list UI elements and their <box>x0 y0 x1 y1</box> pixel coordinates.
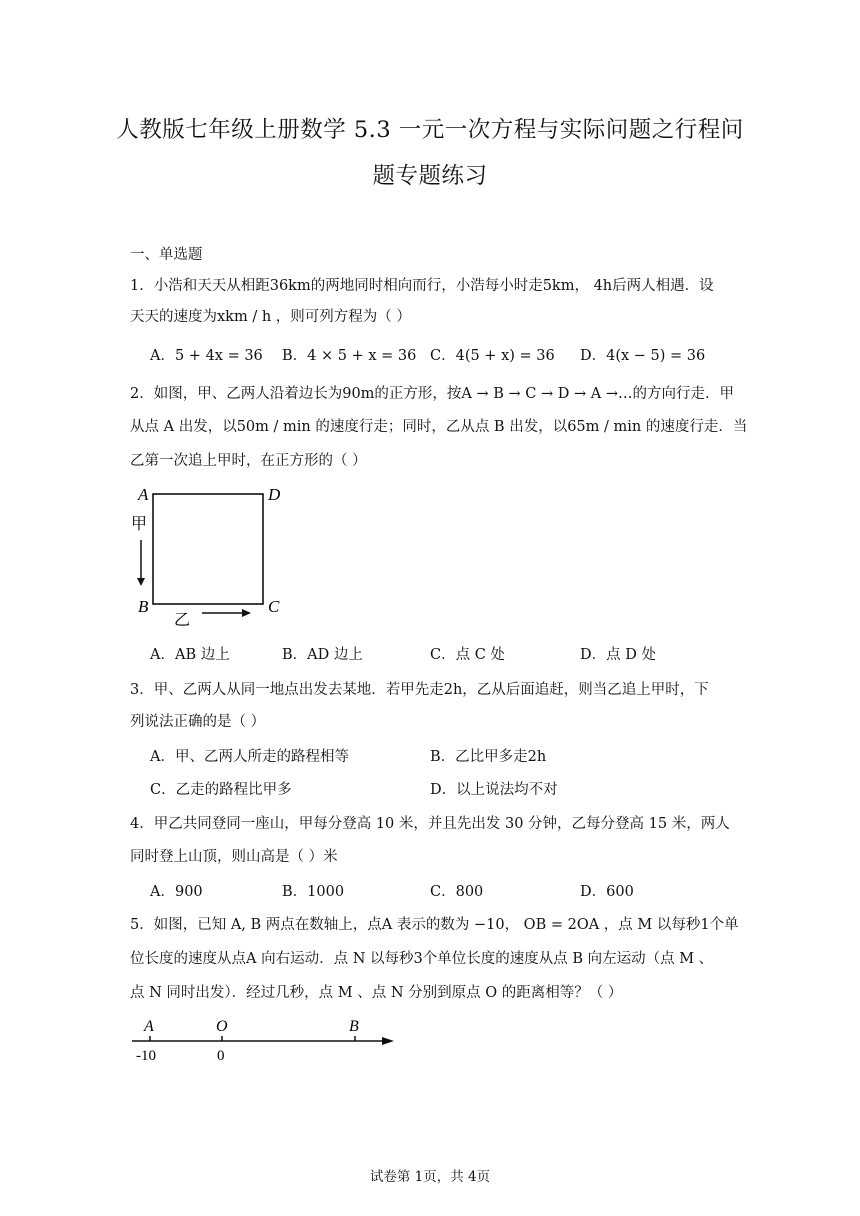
q2-option-d: D．点 D 处 <box>580 647 656 663</box>
q4-option-c: C．800 <box>430 884 484 900</box>
q5-line-2: 位长度的速度从点A 向右运动．点 N 以每秒3个单位长度的速度从点 B 向左运动（点 M 、 <box>130 951 714 967</box>
point-b-label: B <box>349 1018 359 1035</box>
q4-option-a: A．900 <box>150 884 203 900</box>
square-abcd <box>153 494 263 604</box>
q1-line-2: 天天的速度为xkm / h ，则可列方程为（ ） <box>130 309 411 325</box>
point-a-label: A <box>144 1018 154 1035</box>
section-heading: 一、单选题 <box>130 247 203 263</box>
document-title-line-2: 题专题练习 <box>372 163 488 189</box>
q1-option-d: D．4(x − 5) = 36 <box>580 348 706 364</box>
value-o: 0 <box>217 1048 225 1064</box>
q1-option-c: C．4(5 + x) = 36 <box>430 348 555 364</box>
q1-option-b: B．4 × 5 + x = 36 <box>282 348 417 364</box>
q3-line-2: 列说法正确的是（ ） <box>130 714 266 730</box>
label-yi: 乙 <box>174 612 191 629</box>
arrow-right-icon <box>382 1037 394 1045</box>
label-a: A <box>138 485 149 504</box>
q4-option-d: D．600 <box>580 884 634 900</box>
square-figure <box>128 482 298 632</box>
q4-line-2: 同时登上山顶，则山高是（ ）米 <box>130 849 338 865</box>
q2-line-2: 从点 A 出发，以50m / min 的速度行走；同时，乙从点 B 出发，以65m / min 的速度行走．当 <box>130 419 748 435</box>
q4-option-b: B．1000 <box>282 884 345 900</box>
q2-option-a: A．AB 边上 <box>150 647 230 663</box>
q4-line-1: 4．甲乙共同登同一座山，甲每分登高 10 米，并且先出发 30 分钟，乙每分登高 15 米，两人 <box>130 816 730 832</box>
document-title-line-1: 人教版七年级上册数学 5.3 一元一次方程与实际问题之行程问 <box>116 117 744 143</box>
q2-option-c: C．点 C 处 <box>430 647 505 663</box>
q5-line-3: 点 N 同时出发）．经过几秒，点 M 、点 N 分别到原点 O 的距离相等？（ ） <box>130 985 623 1001</box>
q2-option-b: B．AD 边上 <box>282 647 363 663</box>
q3-option-a: A．甲、乙两人所走的路程相等 <box>150 749 349 765</box>
label-d: D <box>268 485 281 504</box>
number-line-figure <box>128 1012 408 1068</box>
q1-line-1: 1．小浩和天天从相距36km的两地同时相向而行，小浩每小时走5km， 4h后两人相遇．设 <box>130 278 714 294</box>
q3-option-b: B．乙比甲多走2h <box>430 749 547 765</box>
q1-option-a: A．5 + 4x = 36 <box>150 348 263 364</box>
q3-line-1: 3．甲、乙两人从同一地点出发去某地．若甲先走2h，乙从后面追赶，则当乙追上甲时，下 <box>130 682 709 698</box>
arrow-right-icon <box>202 609 251 617</box>
arrow-down-icon <box>137 540 145 586</box>
q2-line-1: 2．如图，甲、乙两人沿着边长为90m的正方形，按A → B → C → D → A →…的方向行走．甲 <box>130 386 734 402</box>
label-c: C <box>268 597 280 616</box>
label-b: B <box>138 597 149 616</box>
label-jia: 甲 <box>131 516 148 533</box>
q2-line-3: 乙第一次追上甲时，在正方形的（ ） <box>130 453 367 469</box>
point-o-label: O <box>216 1018 228 1035</box>
q3-option-c: C．乙走的路程比甲多 <box>150 782 292 798</box>
page-footer: 试卷第 1页，共 4页 <box>369 1169 491 1185</box>
value-a: -10 <box>136 1048 156 1064</box>
q3-option-d: D．以上说法均不对 <box>430 782 558 798</box>
q5-line-1: 5．如图，已知 A, B 两点在数轴上，点A 表示的数为 −10， OB = 2OA ，点 M 以每秒1个单 <box>130 917 739 933</box>
